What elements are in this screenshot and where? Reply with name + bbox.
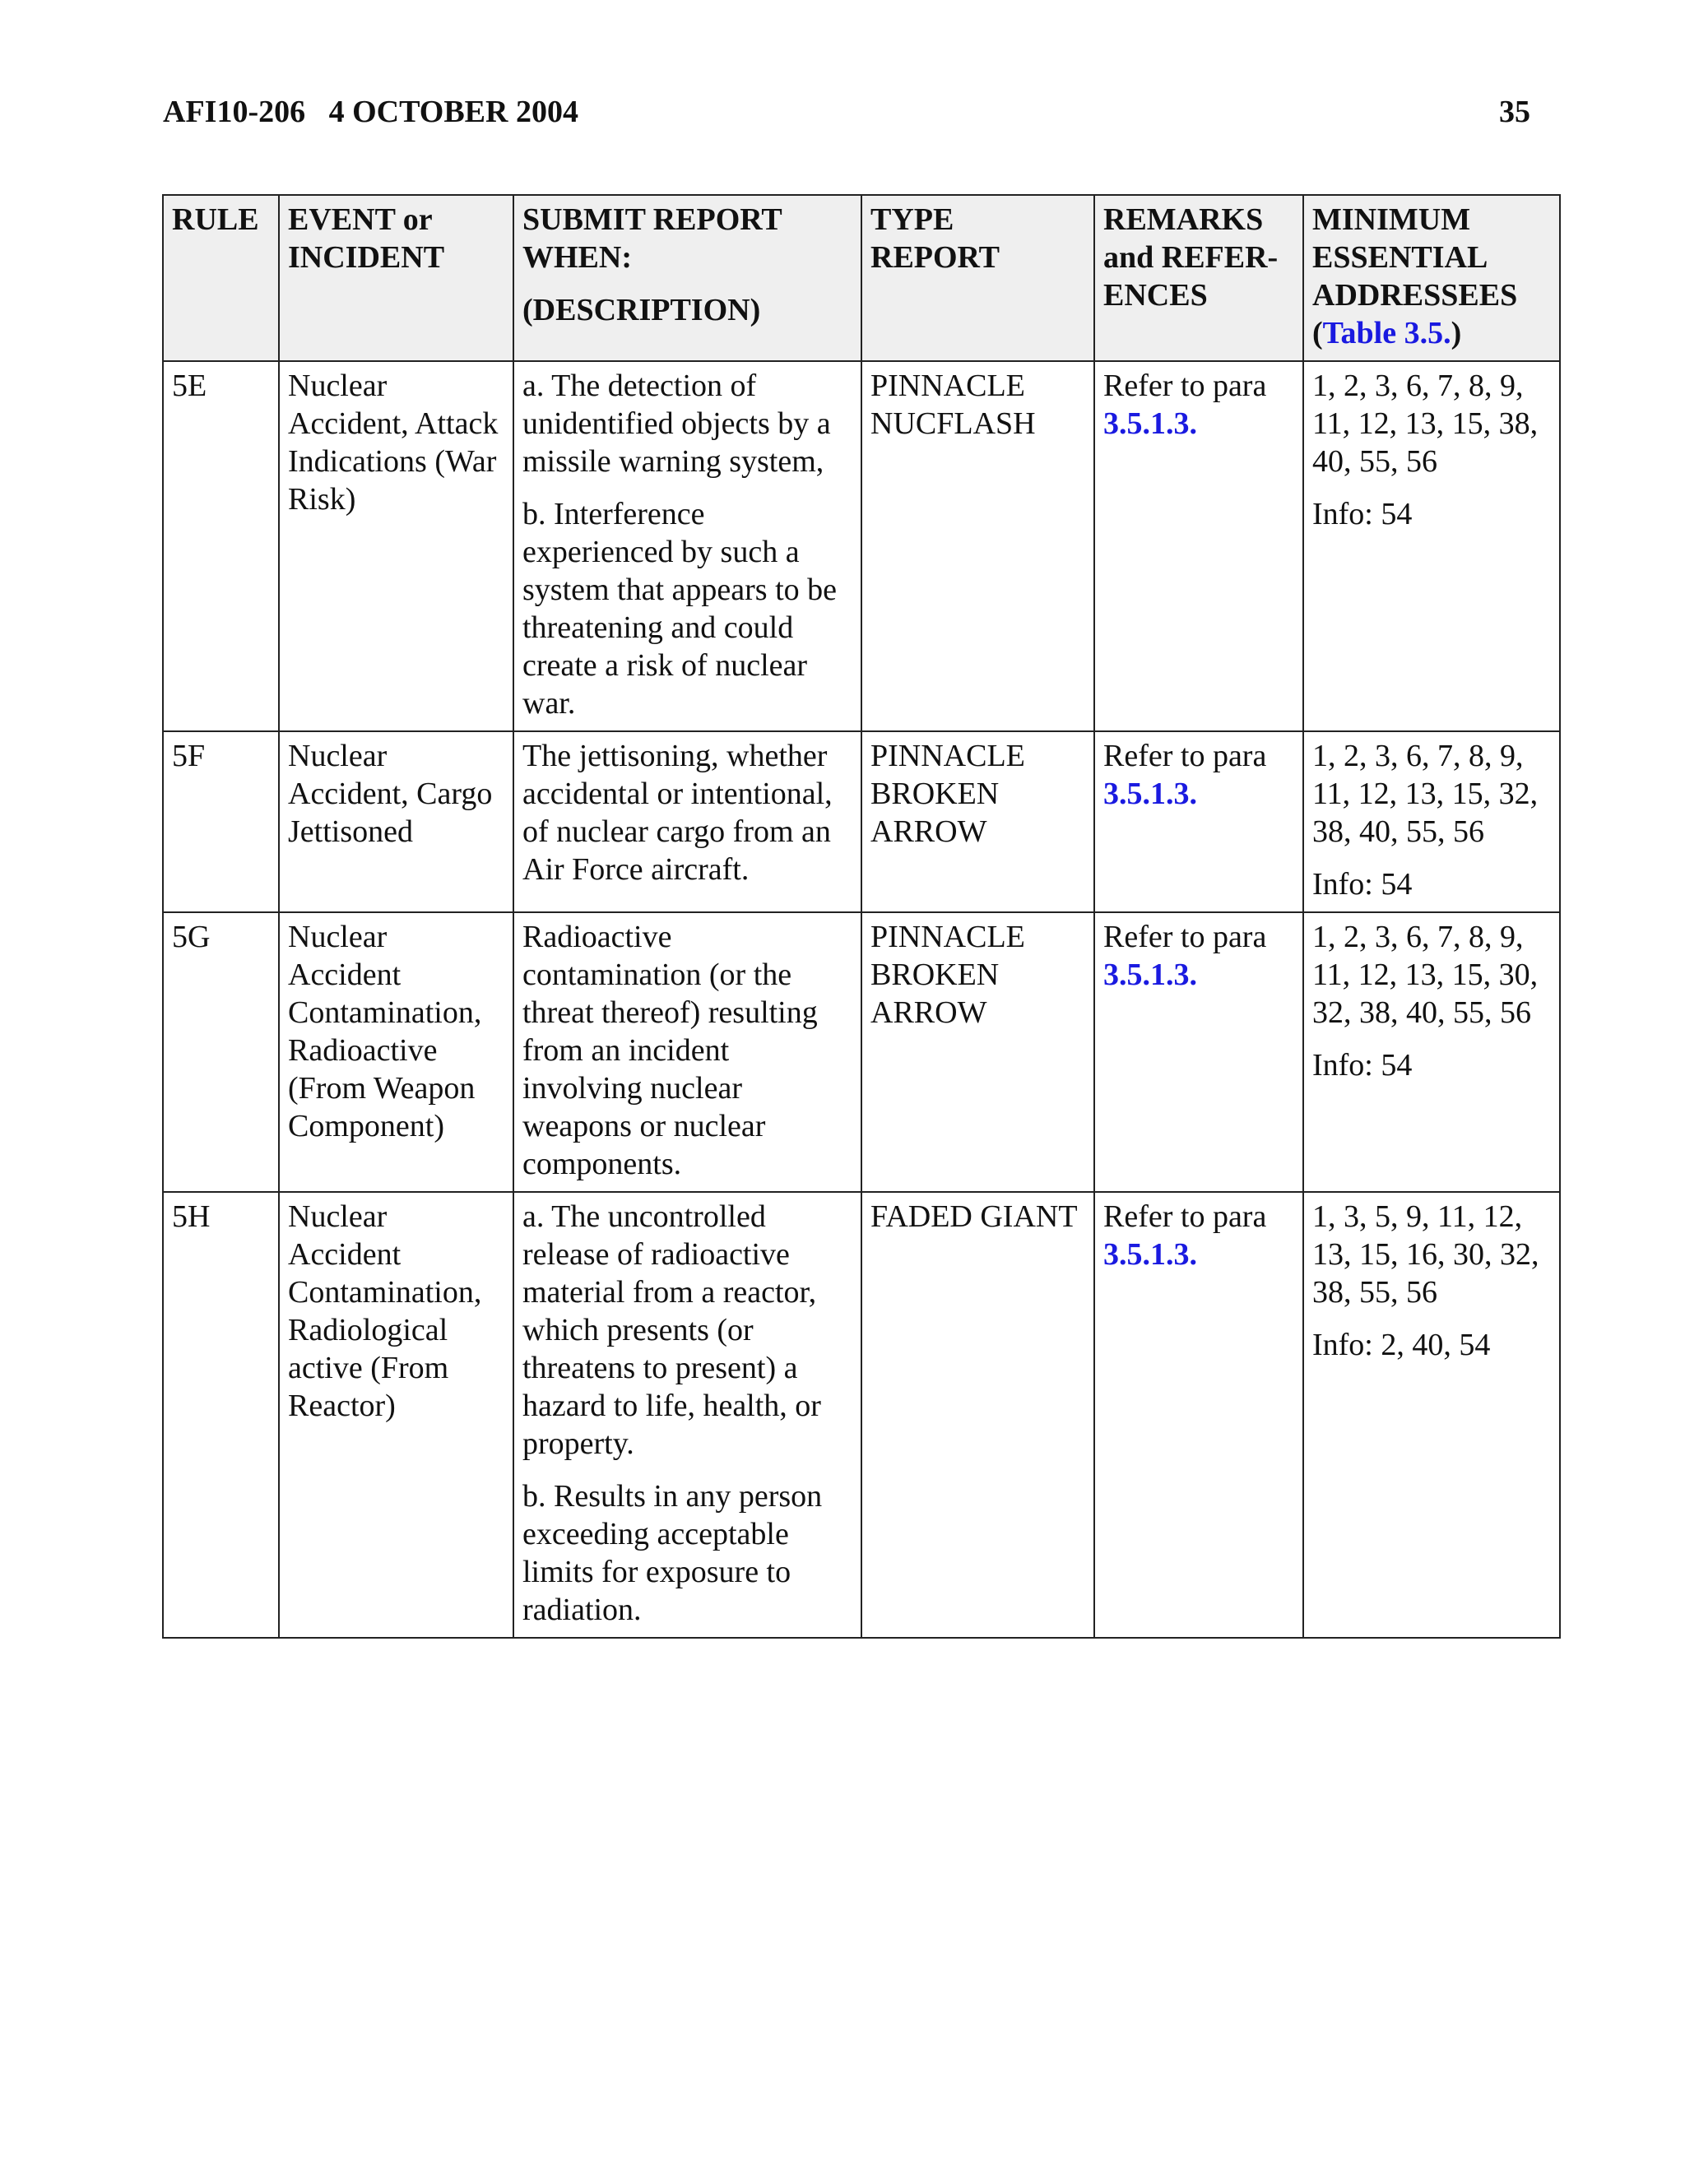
addressees-list: 1, 2, 3, 6, 7, 8, 9, 11, 12, 13, 15, 30, 32, 38, 40, 55, 56 bbox=[1312, 920, 1539, 1030]
submit-paragraph: b. Results in any person exceeding acceptable limits for exposure to radiation. bbox=[522, 1479, 823, 1627]
submit-paragraph: The jettisoning, whether accidental or intentional, of nuclear cargo from an Air Force aircraft. bbox=[522, 739, 833, 887]
type-cell: PINNACLE BROKEN ARROW bbox=[861, 731, 1094, 912]
remarks-text: Refer to para bbox=[1103, 1199, 1267, 1234]
column-header-submit-line: SUBMIT REPORT WHEN: bbox=[522, 202, 782, 275]
remarks-cell bbox=[1094, 1192, 1303, 1638]
rule-cell: 5H bbox=[163, 1192, 279, 1638]
info-addressees: Info: 54 bbox=[1312, 867, 1413, 902]
submit-cell bbox=[513, 361, 861, 731]
type-cell: PINNACLE BROKEN ARROW bbox=[861, 912, 1094, 1192]
column-header-minimum bbox=[1303, 195, 1560, 361]
addressees-list: 1, 2, 3, 6, 7, 8, 9, 11, 12, 13, 15, 38, 40, 55, 56 bbox=[1312, 369, 1539, 479]
rule-cell: 5F bbox=[163, 731, 279, 912]
column-header-rule: RULE bbox=[163, 195, 279, 361]
paragraph-reference-link[interactable]: 3.5.1.3. bbox=[1103, 406, 1197, 441]
table-row bbox=[163, 361, 1560, 731]
submit-paragraph: a. The detection of unidentified objects by a missile warning system, bbox=[522, 369, 831, 479]
event-cell: Nuclear Accident Contamination, Radiological active (From Reactor) bbox=[279, 1192, 513, 1638]
rule-cell: 5G bbox=[163, 912, 279, 1192]
submit-paragraph: a. The uncontrolled release of radioactive material from a reactor, which presents (or threatens to present) a hazard to life, health, or property. bbox=[522, 1199, 821, 1461]
table-row bbox=[163, 912, 1560, 1192]
addressees-cell bbox=[1303, 1192, 1560, 1638]
paragraph-reference-link[interactable]: 3.5.1.3. bbox=[1103, 958, 1197, 992]
page-header bbox=[163, 90, 1530, 133]
type-cell: FADED GIANT bbox=[861, 1192, 1094, 1638]
remarks-text: Refer to para bbox=[1103, 739, 1267, 773]
submit-cell bbox=[513, 731, 861, 912]
submit-paragraph: Radioactive contamination (or the threat thereof) resulting from an incident involving nuclear weapons or nuclear components. bbox=[522, 920, 818, 1181]
remarks-cell bbox=[1094, 361, 1303, 731]
page-number: 35 bbox=[1499, 95, 1530, 129]
column-header-remarks: REMARKS and REFER-ENCES bbox=[1094, 195, 1303, 361]
remarks-text: Refer to para bbox=[1103, 920, 1267, 954]
document-id: AFI10-206 4 OCTOBER 2004 bbox=[163, 95, 578, 129]
info-addressees: Info: 54 bbox=[1312, 497, 1413, 531]
rule-cell: 5E bbox=[163, 361, 279, 731]
event-cell: Nuclear Accident, Cargo Jettisoned bbox=[279, 731, 513, 912]
submit-paragraph: b. Interference experienced by such a system that appears to be threatening and could create a risk of nuclear war. bbox=[522, 497, 838, 721]
column-header-type: TYPE REPORT bbox=[861, 195, 1094, 361]
column-header-submit bbox=[513, 195, 861, 361]
info-addressees: Info: 54 bbox=[1312, 1048, 1413, 1083]
table-3-5-link[interactable]: Table 3.5. bbox=[1322, 316, 1451, 350]
addressees-cell bbox=[1303, 731, 1560, 912]
addressees-cell bbox=[1303, 361, 1560, 731]
remarks-cell bbox=[1094, 912, 1303, 1192]
remarks-cell bbox=[1094, 731, 1303, 912]
submit-cell bbox=[513, 912, 861, 1192]
column-header-description: (DESCRIPTION) bbox=[522, 293, 761, 327]
event-cell: Nuclear Accident Contamination, Radioactive (From Weapon Component) bbox=[279, 912, 513, 1192]
table-row bbox=[163, 731, 1560, 912]
table-row bbox=[163, 1192, 1560, 1638]
column-header-minimum-close: ) bbox=[1451, 316, 1462, 350]
addressees-list: 1, 2, 3, 6, 7, 8, 9, 11, 12, 13, 15, 32, 38, 40, 55, 56 bbox=[1312, 739, 1539, 849]
info-addressees: Info: 2, 40, 54 bbox=[1312, 1328, 1491, 1362]
remarks-text: Refer to para bbox=[1103, 369, 1267, 403]
submit-cell bbox=[513, 1192, 861, 1638]
event-cell: Nuclear Accident, Attack Indications (War Risk) bbox=[279, 361, 513, 731]
report-table bbox=[162, 194, 1561, 1639]
addressees-list: 1, 3, 5, 9, 11, 12, 13, 15, 16, 30, 32, 38, 55, 56 bbox=[1312, 1199, 1539, 1310]
column-header-event: EVENT or INCIDENT bbox=[279, 195, 513, 361]
paragraph-reference-link[interactable]: 3.5.1.3. bbox=[1103, 1237, 1197, 1272]
type-cell: PINNACLE NUCFLASH bbox=[861, 361, 1094, 731]
table-header-row bbox=[163, 195, 1560, 361]
column-header-minimum-open: ( bbox=[1312, 316, 1323, 350]
column-header-minimum-label: MINIMUM ESSENTIAL ADDRESSEES bbox=[1312, 202, 1518, 313]
addressees-cell bbox=[1303, 912, 1560, 1192]
paragraph-reference-link[interactable]: 3.5.1.3. bbox=[1103, 777, 1197, 811]
